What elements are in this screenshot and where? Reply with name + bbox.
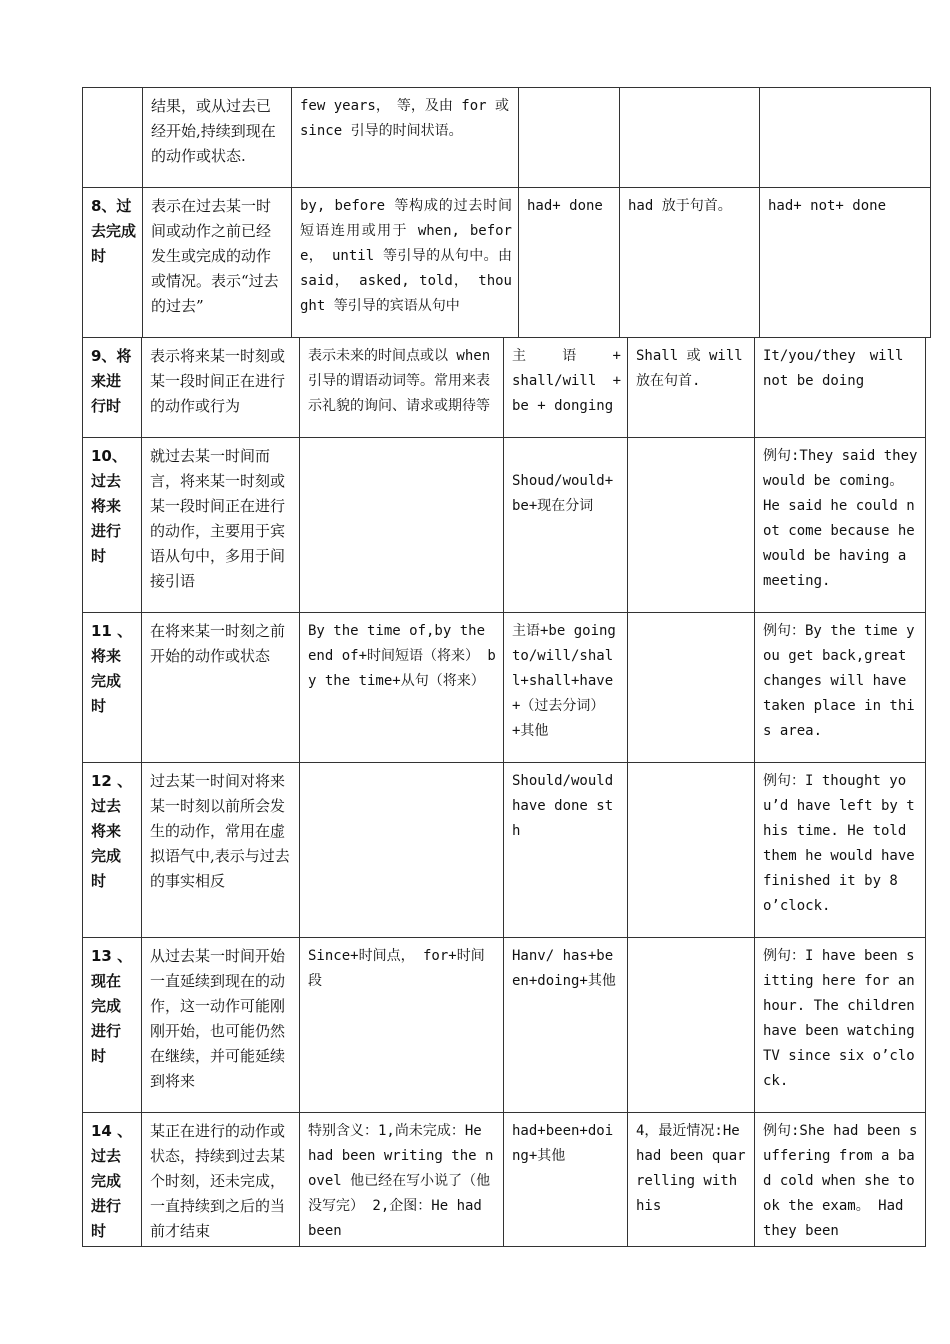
question-cell: had 放于句首。 <box>620 188 760 338</box>
tense-name-cell: 13 、现在完成进行时 <box>83 938 142 1113</box>
table-row <box>83 613 926 763</box>
question-cell <box>620 88 760 188</box>
usage-cell: 某正在进行的动作或状态，持续到过去某个时刻，还未完成，一直持续到之后的当前才结束 <box>142 1113 300 1247</box>
question-cell <box>628 763 755 938</box>
table-row <box>83 188 931 338</box>
example-cell: 例句：I thought you’d have left by this time. He told them he would have finished it by 8 o’clock. <box>755 763 926 938</box>
table-row <box>83 1113 926 1247</box>
usage-cell: 表示将来某一时刻或某一段时间正在进行的动作或行为 <box>142 338 300 438</box>
affirmative-cell <box>519 88 620 188</box>
table-row <box>83 88 931 188</box>
tense-table-top <box>82 87 931 338</box>
time-markers-cell: Since+时间点， for+时间段 <box>300 938 504 1113</box>
example-cell: 例句：By the time you get back,great changes will have taken place in this area. <box>755 613 926 763</box>
question-cell: 4，最近情况:He had been quarrelling with his <box>628 1113 755 1247</box>
usage-cell: 表示在过去某一时间或动作之前已经发生或完成的动作或情况。表示“过去的过去” <box>143 188 292 338</box>
tense-name-cell: 12 、过去将来完成时 <box>83 763 142 938</box>
structure-cell: 主语+be going to/will/shall+shall+have+（过去分词）+其他 <box>504 613 628 763</box>
time-markers-cell: By the time of,by the end of+时间短语（将来） by the time+从句（将来） <box>300 613 504 763</box>
tense-name-cell: 8、过去完成时 <box>83 188 143 338</box>
structure-cell: had+been+doing+其他 <box>504 1113 628 1247</box>
structure-cell: Shoud/would+be+现在分词 <box>504 438 628 613</box>
negative-cell <box>760 88 931 188</box>
tense-table-main <box>82 337 926 1247</box>
question-cell <box>628 438 755 613</box>
time-markers-cell: 特别含义：1,尚未完成：He had been writing the novel 他已经在写小说了（他没写完） 2,企图：He had been <box>300 1113 504 1247</box>
example-cell: 例句：I have been sitting here for an hour. The children have been watching TV since six o’clock. <box>755 938 926 1113</box>
usage-cell: 从过去某一时间开始一直延续到现在的动作，这一动作可能刚刚开始，也可能仍然在继续，并可能延续到将来 <box>142 938 300 1113</box>
question-cell: Shall 或 will 放在句首. <box>628 338 755 438</box>
table-row <box>83 338 926 438</box>
time-markers-cell: few years， 等，及由 for 或 since 引导的时间状语。 <box>292 88 519 188</box>
time-markers-cell: 表示未来的时间点或以 when 引导的谓语动词等。常用来表示礼貌的询问、请求或期待等 <box>300 338 504 438</box>
example-cell: 例句:They said they would be coming。 He said he could not come because he would be having a meeting. <box>755 438 926 613</box>
example-cell: 例句:She had been suffering from a bad cold when she took the exam。 Had they been <box>755 1113 926 1247</box>
time-markers-cell <box>300 438 504 613</box>
tense-name-cell <box>83 88 143 188</box>
tense-name-cell: 10、过去将来进行时 <box>83 438 142 613</box>
usage-cell: 就过去某一时间而言，将来某一时刻或某一段时间正在进行的动作，主要用于宾语从句中，多用于间接引语 <box>142 438 300 613</box>
tense-name-cell: 14 、过去完成进行时 <box>83 1113 142 1247</box>
usage-cell: 结果，或从过去已经开始,持续到现在的动作或状态. <box>143 88 292 188</box>
example-cell: It/you/they will not be doing <box>755 338 926 438</box>
negative-cell: had+ not+ done <box>760 188 931 338</box>
tense-name-cell: 11 、将来完成时 <box>83 613 142 763</box>
time-markers-cell <box>300 763 504 938</box>
question-cell <box>628 613 755 763</box>
time-markers-cell: by, before 等构成的过去时间短语连用或用于 when, before， until 等引导的从句中。由 said， asked, told， thought 等引导的宾语从句中 <box>292 188 519 338</box>
usage-cell: 在将来某一时刻之前开始的动作或状态 <box>142 613 300 763</box>
affirmative-cell: had+ done <box>519 188 620 338</box>
table-row <box>83 763 926 938</box>
table-row <box>83 938 926 1113</box>
structure-cell: Should/would have done sth <box>504 763 628 938</box>
structure-cell: Hanv/ has+been+doing+其他 <box>504 938 628 1113</box>
usage-cell: 过去某一时间对将来某一时刻以前所会发生的动作，常用在虚拟语气中,表示与过去的事实相反 <box>142 763 300 938</box>
table-row <box>83 438 926 613</box>
question-cell <box>628 938 755 1113</box>
tense-name-cell: 9、将来进行时 <box>83 338 142 438</box>
structure-cell: 主 语 + shall/will + be + donging <box>504 338 628 438</box>
